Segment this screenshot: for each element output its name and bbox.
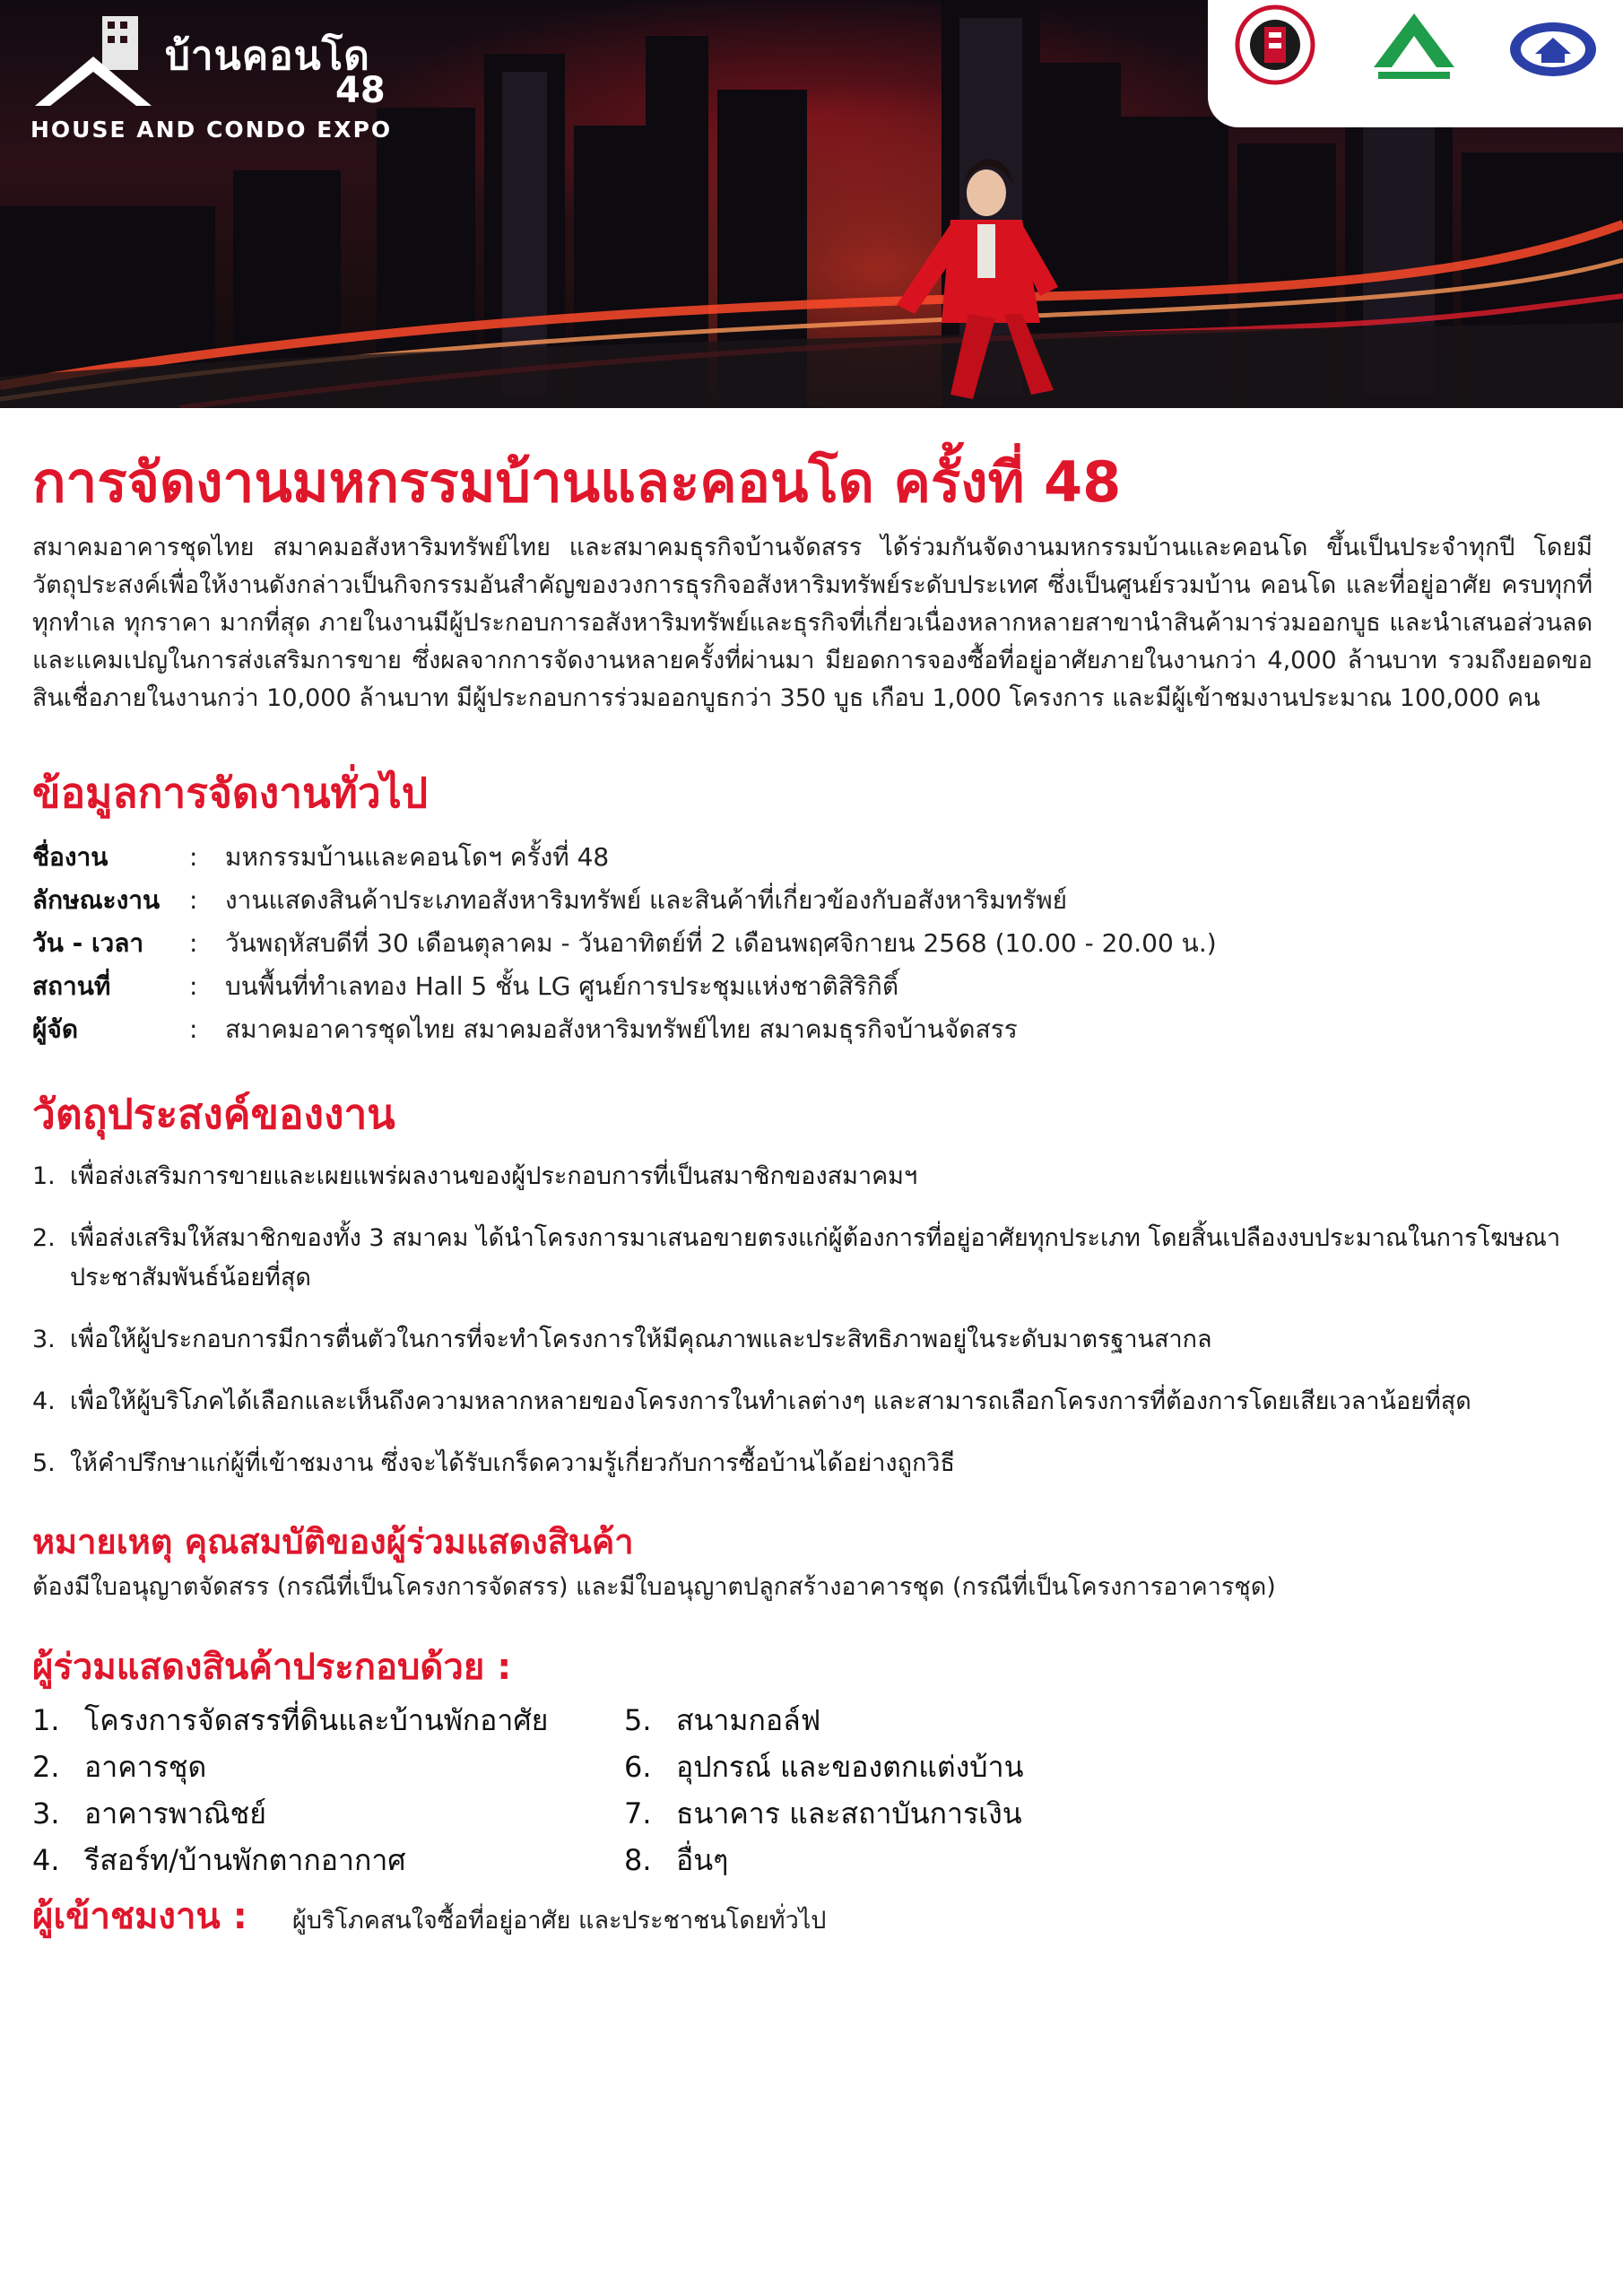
logo-edition-number: 48 [335,70,386,111]
house-and-condo-expo-logo [30,16,407,142]
list-number: 3. [32,1326,56,1353]
info-colon: : [189,928,198,958]
thai-real-estate-association-logo-icon [1365,0,1463,90]
list-text: เพื่อให้ผู้บริโภคได้เลือกและเห็นถึงความหลากหลายของโครงการในทำเลต่างๆ และสามารถเลือกโครงการที่ต้องการโดยเสียเวลาน้อยที่สุด [70,1387,1471,1415]
list-text: อาคารพาณิชย์ [84,1796,266,1831]
exhibitors-section [32,1643,1593,1883]
list-text: อุปกรณ์ และของตกแต่งบ้าน [676,1750,1024,1784]
list-item [32,1744,624,1790]
general-info-section [32,766,1593,1051]
info-row-datetime [32,922,1593,965]
list-number: 7. [624,1796,652,1831]
list-text: อื่นๆ [676,1843,729,1877]
info-key: ชื่องาน [32,842,108,872]
list-text: รีสอร์ท/บ้านพักตากอากาศ [84,1843,406,1877]
list-text: เพื่อให้ผู้ประกอบการมีการตื่นตัวในการที่จะทำโครงการให้มีคุณภาพและประสิทธิภาพอยู่ในระดับมาตรฐานสากล [70,1326,1212,1353]
house-roof-icon [30,16,165,115]
event-banner [0,0,1623,408]
info-key: วัน - เวลา [32,928,144,958]
note-text: ต้องมีใบอนุญาตจัดสรร (กรณีที่เป็นโครงการจัดสรร) และมีใบอนุญาตปลูกสร้างอาคารชุด (กรณีที่เป็นโครงการอาคารชุด) [32,1573,1276,1601]
list-item [624,1837,1216,1883]
visitors-section [32,1892,1593,1941]
list-text: ให้คำปรึกษาแก่ผู้ที่เข้าชมงาน ซึ่งจะได้รับเกร็ดความรู้เกี่ยวกับการซื้อบ้านได้อย่างถูกวิธี [70,1449,955,1477]
visitors-text: ผู้บริโภคสนใจซื้อที่อยู่อาศัย และประชาชนโดยทั่วไป [292,1907,827,1935]
list-number: 3. [32,1796,60,1831]
info-row-organizer [32,1008,1593,1051]
list-item [32,1697,624,1744]
intro-paragraph: สมาคมอาคารชุดไทย สมาคมอสังหาริมทรัพย์ไทย และสมาคมธุรกิจบ้านจัดสรร ได้ร่วมกันจัดงานมหกรรมบ้านและคอนโด ขึ้นเป็นประจำทุกปี โดยมีวัตถุประสงค์เพื่อให้งานดังกล่าวเป็นกิจกรรมอันสำคัญของวงการธุรกิจอสังหาริมทรัพย์ระดับประเทศ ซึ่งเป็นศูนย์รวมบ้าน คอนโด และที่อยู่อาศัย ครบทุกที่ ทุกทำเล ทุกราคา มากที่สุด ภายในงานมีผู้ประกอบการอสังหาริมทรัพย์และธุรกิจที่เกี่ยวเนื่องหลากหลายสาขานำสินค้ามาร่วมออกบูธ และนำเสนอส่วนลดและแคมเปญในการส่งเสริมการขาย ซึ่งผลจากการจัดงานหลายครั้งที่ผ่านมา มียอดการจองซื้อที่อยู่อาศัยภายในงานกว่า 4,000 ล้านบาท รวมถึงยอดขอสินเชื่อภายในงานกว่า 10,000 ล้านบาท มีผู้ประกอบการร่วมออกบูธกว่า 350 บูธ เกือบ 1,000 โครงการ และมีผู้เข้าชมงานประมาณ 100,000 คน [32,534,1593,712]
objectives-section [32,1087,1593,1483]
info-key: ลักษณะงาน [32,885,161,915]
info-value: สมาคมอาคารชุดไทย สมาคมอสังหาริมทรัพย์ไทย สมาคมธุรกิจบ้านจัดสรร [225,1014,1018,1044]
objectives-list [32,1157,1593,1483]
info-colon: : [189,1014,198,1044]
list-number: 6. [624,1750,652,1784]
list-item [32,1837,624,1883]
list-number: 5. [32,1449,56,1477]
exhibitors-right-column [624,1697,1216,1883]
list-number: 2. [32,1224,56,1252]
info-row-name [32,836,1593,879]
info-value: วันพฤหัสบดีที่ 30 เดือนตุลาคม - วันอาทิตย์ที่ 2 เดือนพฤศจิกายน 2568 (10.00 - 20.00 น.) [225,928,1217,958]
list-number: 1. [32,1703,60,1737]
info-key: สถานที่ [32,971,111,1001]
list-number: 5. [624,1703,652,1737]
housing-business-association-logo-icon [1504,0,1602,90]
list-text: โครงการจัดสรรที่ดินและบ้านพักอาศัย [84,1703,549,1737]
list-item [32,1444,1593,1483]
visitors-label: ผู้เข้าชมงาน : [32,1896,247,1937]
content-body [32,448,1593,1941]
general-info-heading: ข้อมูลการจัดงานทั่วไป [32,769,429,817]
objectives-heading: วัตถุประสงค์ของงาน [32,1090,395,1138]
list-text: อาคารชุด [84,1750,207,1784]
info-row-type [32,879,1593,922]
list-item [624,1697,1216,1744]
list-item [624,1790,1216,1837]
list-number: 2. [32,1750,60,1784]
list-item [32,1219,1593,1298]
exhibitors-heading: ผู้ร่วมแสดงสินค้าประกอบด้วย : [32,1647,512,1688]
info-colon: : [189,842,198,872]
list-item [32,1157,1593,1196]
info-colon: : [189,885,198,915]
exhibitors-left-column [32,1697,624,1883]
note-section [32,1519,1593,1607]
page-title: การจัดงานมหกรรมบ้านและคอนโด ครั้งที่ 48 [32,449,1122,515]
list-number: 1. [32,1162,56,1190]
info-colon: : [189,971,198,1001]
list-item [32,1320,1593,1360]
list-text: ธนาคาร และสถาบันการเงิน [676,1796,1022,1831]
exhibitors-list [32,1697,1593,1883]
note-heading: หมายเหตุ คุณสมบัติของผู้ร่วมแสดงสินค้า [32,1522,634,1561]
info-row-venue [32,965,1593,1008]
list-number: 4. [32,1843,60,1877]
list-item [32,1382,1593,1422]
logo-thai-text: บ้านคอนโด [165,33,370,79]
info-value: มหกรรมบ้านและคอนโดฯ ครั้งที่ 48 [225,842,610,872]
list-item [624,1744,1216,1790]
info-key: ผู้จัด [32,1014,78,1044]
info-value: งานแสดงสินค้าประเภทอสังหาริมทรัพย์ และสินค้าที่เกี่ยวข้องกับอสังหาริมทรัพย์ [225,885,1068,915]
list-text: เพื่อส่งเสริมให้สมาชิกของทั้ง 3 สมาคม ได้นำโครงการมาเสนอขายตรงแก่ผู้ต้องการที่อยู่อาศัยทุกประเภท โดยสิ้นเปลืองงบประมาณในการโฆษณาประชาสัมพันธ์น้อยที่สุด [70,1224,1561,1292]
list-number: 4. [32,1387,56,1415]
list-text: เพื่อส่งเสริมการขายและเผยแพร่ผลงานของผู้ประกอบการที่เป็นสมาชิกของสมาคมฯ [70,1162,918,1190]
list-item [32,1790,624,1837]
info-value: บนพื้นที่ทำเลทอง Hall 5 ชั้น LG ศูนย์การประชุมแห่งชาติสิริกิติ์ [225,971,899,1001]
thai-condo-association-logo-icon [1226,0,1324,90]
list-number: 8. [624,1843,652,1877]
list-text: สนามกอล์ฟ [676,1703,821,1737]
logo-english-text: HOUSE AND CONDO EXPO [30,117,393,143]
general-info-table [32,836,1593,1051]
association-logos [1208,0,1623,127]
